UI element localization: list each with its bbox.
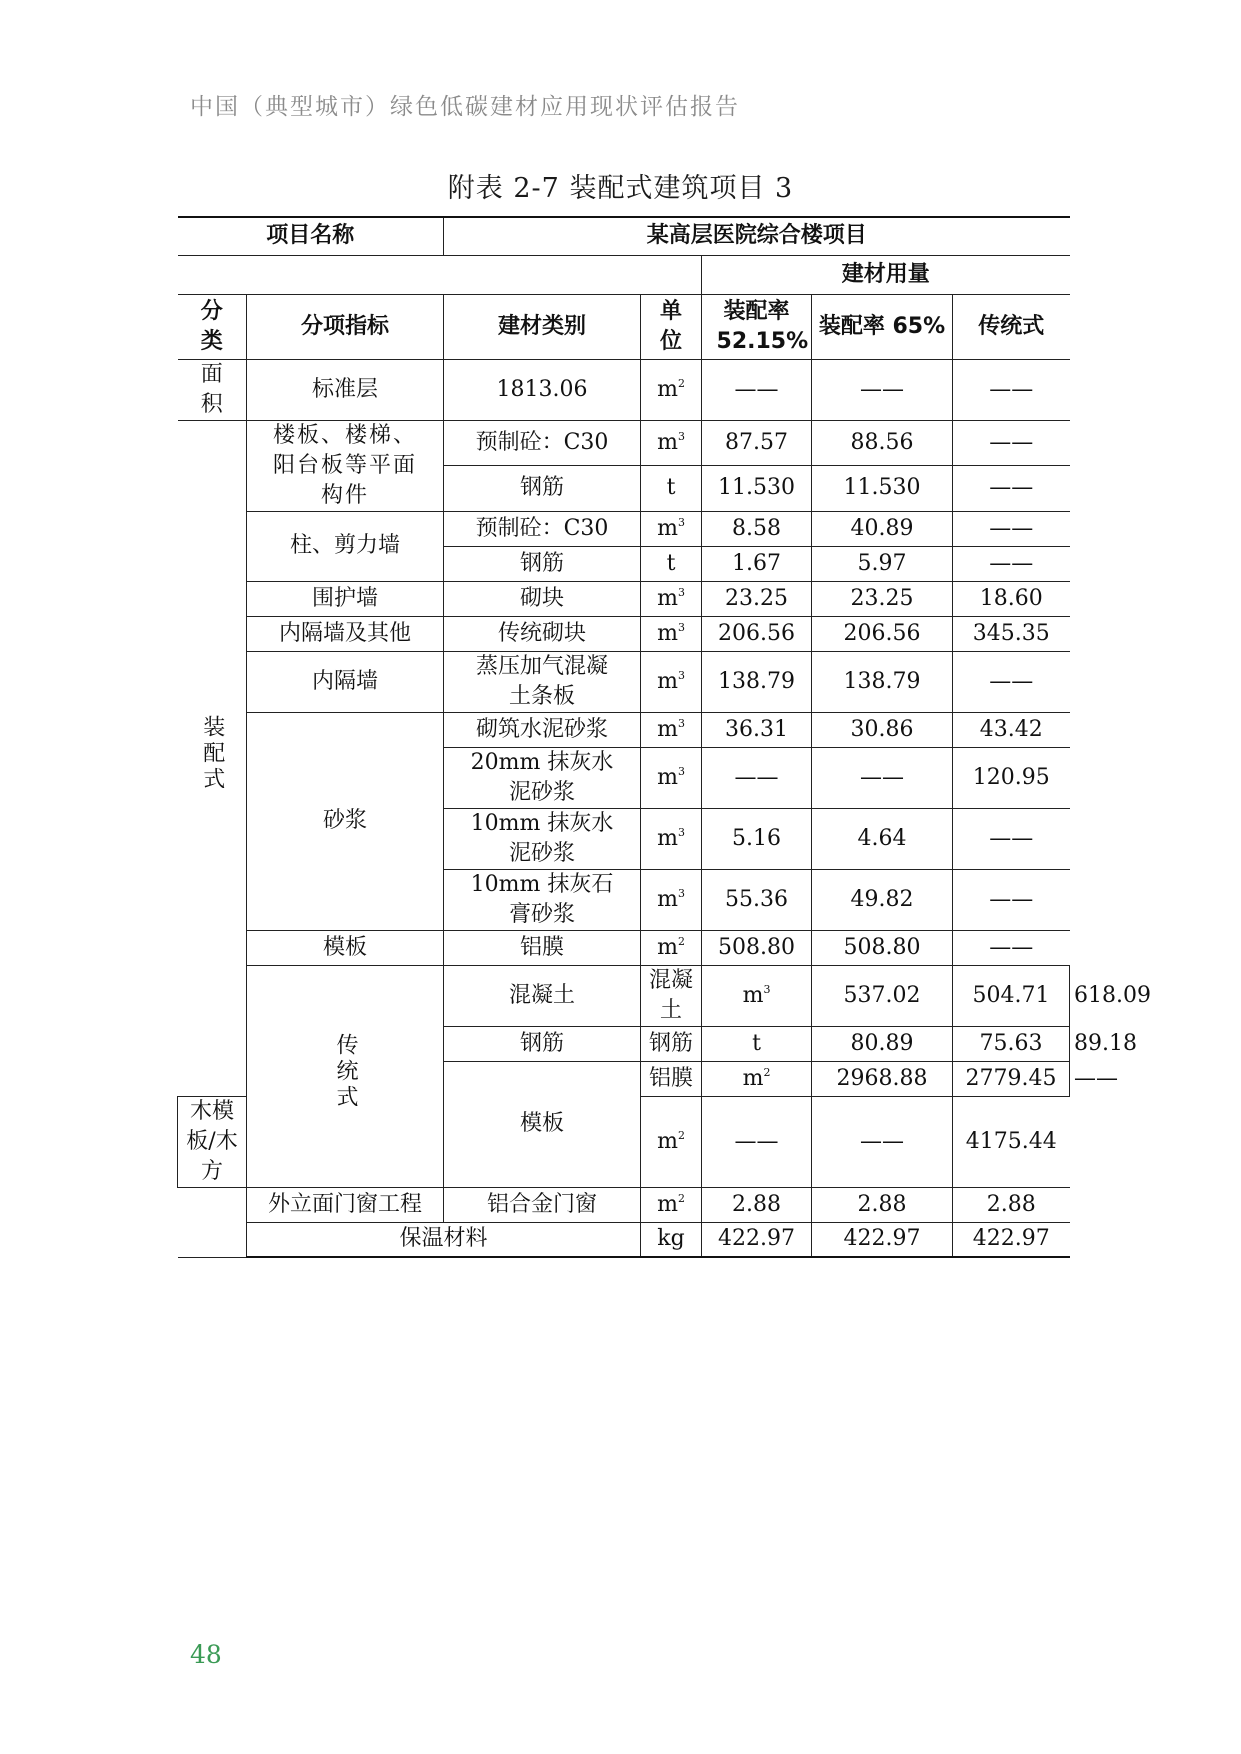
floor-components-label: 楼板、楼梯、阳台板等平面构件 [247, 420, 444, 511]
unit-cell: $m^2$ [702, 1061, 812, 1096]
material-cell: 混凝土 [641, 965, 702, 1026]
material-cell: 10mm 抹灰水泥砂浆 [444, 808, 641, 869]
category-prefab: 装配式 [178, 420, 247, 1096]
value-cell: 1.67 [702, 546, 812, 581]
header-material-type: 建材类别 [444, 294, 641, 359]
value-cell: 87.57 [702, 420, 812, 466]
table-row: 传统式 混凝土 混凝土 $m^3$ 537.02 504.71 618.09 [178, 965, 1070, 1026]
dash-cell: —— [812, 1096, 953, 1187]
table-row [178, 511, 1070, 546]
header-category: 分类 [178, 294, 247, 359]
dash-cell: —— [953, 420, 1070, 466]
material-cell: 预制砼：C30 [444, 420, 641, 466]
value-cell: 75.63 [953, 1026, 1070, 1061]
table-row [178, 581, 1070, 616]
material-cell: 铝膜 [641, 1061, 702, 1096]
material-cell: 砌块 [444, 581, 641, 616]
partition-other-label: 内隔墙及其他 [247, 616, 444, 651]
header-rate-65: 装配率 65% [812, 294, 953, 359]
header-sub-index: 分项指标 [247, 294, 444, 359]
category-area: 面积 [178, 359, 247, 420]
value-cell: 80.89 [812, 1026, 953, 1061]
material-cell: 铝合金门窗 [444, 1187, 641, 1222]
unit-cell: $m^3$ [641, 511, 702, 546]
material-cell: 10mm 抹灰石膏砂浆 [444, 869, 641, 930]
dash-cell: —— [953, 651, 1070, 712]
value-cell: 18.60 [953, 581, 1070, 616]
dash-cell: —— [953, 930, 1070, 965]
value-cell: 508.80 [702, 930, 812, 965]
value-cell: 2779.45 [953, 1061, 1070, 1096]
unit-cell: $m^3$ [641, 581, 702, 616]
table-row: 模板 铝膜 $m^2$ 2968.88 2779.45 —— [178, 1061, 1070, 1096]
value-cell: 43.42 [953, 712, 1070, 747]
value-cell: 138.79 [812, 651, 953, 712]
unit-cell: t [702, 1026, 812, 1061]
area-row [178, 359, 1070, 420]
unit-cell: $m^3$ [641, 420, 702, 466]
value-cell: 36.31 [702, 712, 812, 747]
dash-cell: —— [953, 359, 1070, 420]
unit-cell: kg [641, 1222, 702, 1257]
usage-group-header: 建材用量 [702, 255, 1070, 294]
column-header-row [178, 294, 1070, 359]
value-cell: 138.79 [702, 651, 812, 712]
value-cell: 206.56 [812, 616, 953, 651]
unit-cell: $m^2$ [641, 930, 702, 965]
unit-cell: $m^3$ [702, 965, 812, 1026]
table-row [178, 1187, 1070, 1222]
value-cell: 40.89 [812, 511, 953, 546]
value-cell: 345.35 [953, 616, 1070, 651]
value-cell: 5.97 [812, 546, 953, 581]
value-cell: 8.58 [702, 511, 812, 546]
enclosure-label: 围护墙 [247, 581, 444, 616]
value-cell: 5.16 [702, 808, 812, 869]
dash-cell: —— [702, 359, 812, 420]
value-cell: 504.71 [953, 965, 1070, 1026]
dash-cell: —— [953, 808, 1070, 869]
material-cell: 蒸压加气混凝土条板 [444, 651, 641, 712]
unit-cell: $m^2$ [641, 359, 702, 420]
material-usage-table [177, 216, 1151, 1258]
material-cell: 传统砌块 [444, 616, 641, 651]
table-row: 钢筋 钢筋 t 80.89 75.63 89.18 [178, 1026, 1070, 1061]
dash-cell: —— [953, 511, 1070, 546]
formwork-label: 模板 [247, 930, 444, 965]
unit-cell: $m^2$ [641, 1187, 702, 1222]
material-cell: 钢筋 [641, 1026, 702, 1061]
material-cell: 钢筋 [444, 466, 641, 512]
value-cell: 30.86 [812, 712, 953, 747]
value-cell: 537.02 [812, 965, 953, 1026]
page-number: 48 [190, 1640, 222, 1669]
rebar-label: 钢筋 [444, 1026, 641, 1061]
value-cell: 4175.44 [953, 1096, 1070, 1187]
value-cell: 2.88 [812, 1187, 953, 1222]
project-name-value: 某高层医院综合楼项目 [444, 217, 1070, 255]
unit-cell: t [641, 466, 702, 512]
value-cell: 4.64 [812, 808, 953, 869]
dash-cell: —— [953, 546, 1070, 581]
value-cell: 422.97 [953, 1222, 1070, 1257]
blank-category-cell [178, 1187, 247, 1257]
blank-cell [178, 255, 702, 294]
dash-cell: —— [812, 359, 953, 420]
value-cell: 88.56 [812, 420, 953, 466]
value-cell: 23.25 [812, 581, 953, 616]
insulation-label: 保温材料 [247, 1222, 641, 1257]
value-cell: 11.530 [702, 466, 812, 512]
material-cell: 木模板/木方 [178, 1096, 247, 1187]
area-value: 1813.06 [444, 359, 641, 420]
dash-cell: —— [702, 747, 812, 808]
unit-cell: $m^3$ [641, 747, 702, 808]
value-cell: 422.97 [702, 1222, 812, 1257]
dash-cell: —— [702, 1096, 812, 1187]
unit-cell: $m^3$ [641, 808, 702, 869]
dash-cell: —— [812, 747, 953, 808]
dash-cell: —— [953, 869, 1070, 930]
unit-cell: $m^3$ [641, 616, 702, 651]
formwork-label: 模板 [444, 1061, 641, 1187]
value-cell: 2.88 [702, 1187, 812, 1222]
facade-label: 外立面门窗工程 [247, 1187, 444, 1222]
unit-cell: $m^2$ [641, 1096, 702, 1187]
value-cell: 49.82 [812, 869, 953, 930]
value-cell: 55.36 [702, 869, 812, 930]
material-cell: 预制砼：C30 [444, 511, 641, 546]
table-row [178, 616, 1070, 651]
table-row [178, 1222, 1070, 1257]
column-wall-label: 柱、剪力墙 [247, 511, 444, 581]
table-row [178, 651, 1070, 712]
concrete-label: 混凝土 [444, 965, 641, 1026]
partition-label: 内隔墙 [247, 651, 444, 712]
unit-cell: $m^3$ [641, 712, 702, 747]
unit-cell: $m^3$ [641, 651, 702, 712]
header-traditional: 传统式 [953, 294, 1070, 359]
value-cell: 23.25 [702, 581, 812, 616]
header-rate-52: 装配率 52.15% [702, 294, 812, 359]
table-row [178, 930, 1070, 965]
value-cell: 508.80 [812, 930, 953, 965]
mortar-label: 砂浆 [247, 712, 444, 930]
value-cell: 2968.88 [812, 1061, 953, 1096]
value-cell: 2.88 [953, 1187, 1070, 1222]
value-cell: 120.95 [953, 747, 1070, 808]
table-row [178, 420, 1070, 466]
value-cell: 206.56 [702, 616, 812, 651]
material-cell: 铝膜 [444, 930, 641, 965]
running-header: 中国（典型城市）绿色低碳建材应用现状评估报告 [190, 94, 740, 120]
unit-cell: $m^3$ [641, 869, 702, 930]
header-unit: 单位 [641, 294, 702, 359]
area-label: 标准层 [247, 359, 444, 420]
material-cell: 砌筑水泥砂浆 [444, 712, 641, 747]
unit-cell: t [641, 546, 702, 581]
project-name-row [178, 217, 1070, 255]
usage-group-row [178, 255, 1070, 294]
table-row [178, 712, 1070, 747]
value-cell: 11.530 [812, 466, 953, 512]
table-title: 附表 2-7 装配式建筑项目 3 [447, 173, 794, 204]
dash-cell: —— [953, 466, 1070, 512]
value-cell: 422.97 [812, 1222, 953, 1257]
project-name-label: 项目名称 [178, 217, 444, 255]
material-cell: 20mm 抹灰水泥砂浆 [444, 747, 641, 808]
category-traditional: 传统式 [247, 965, 444, 1187]
material-cell: 钢筋 [444, 546, 641, 581]
